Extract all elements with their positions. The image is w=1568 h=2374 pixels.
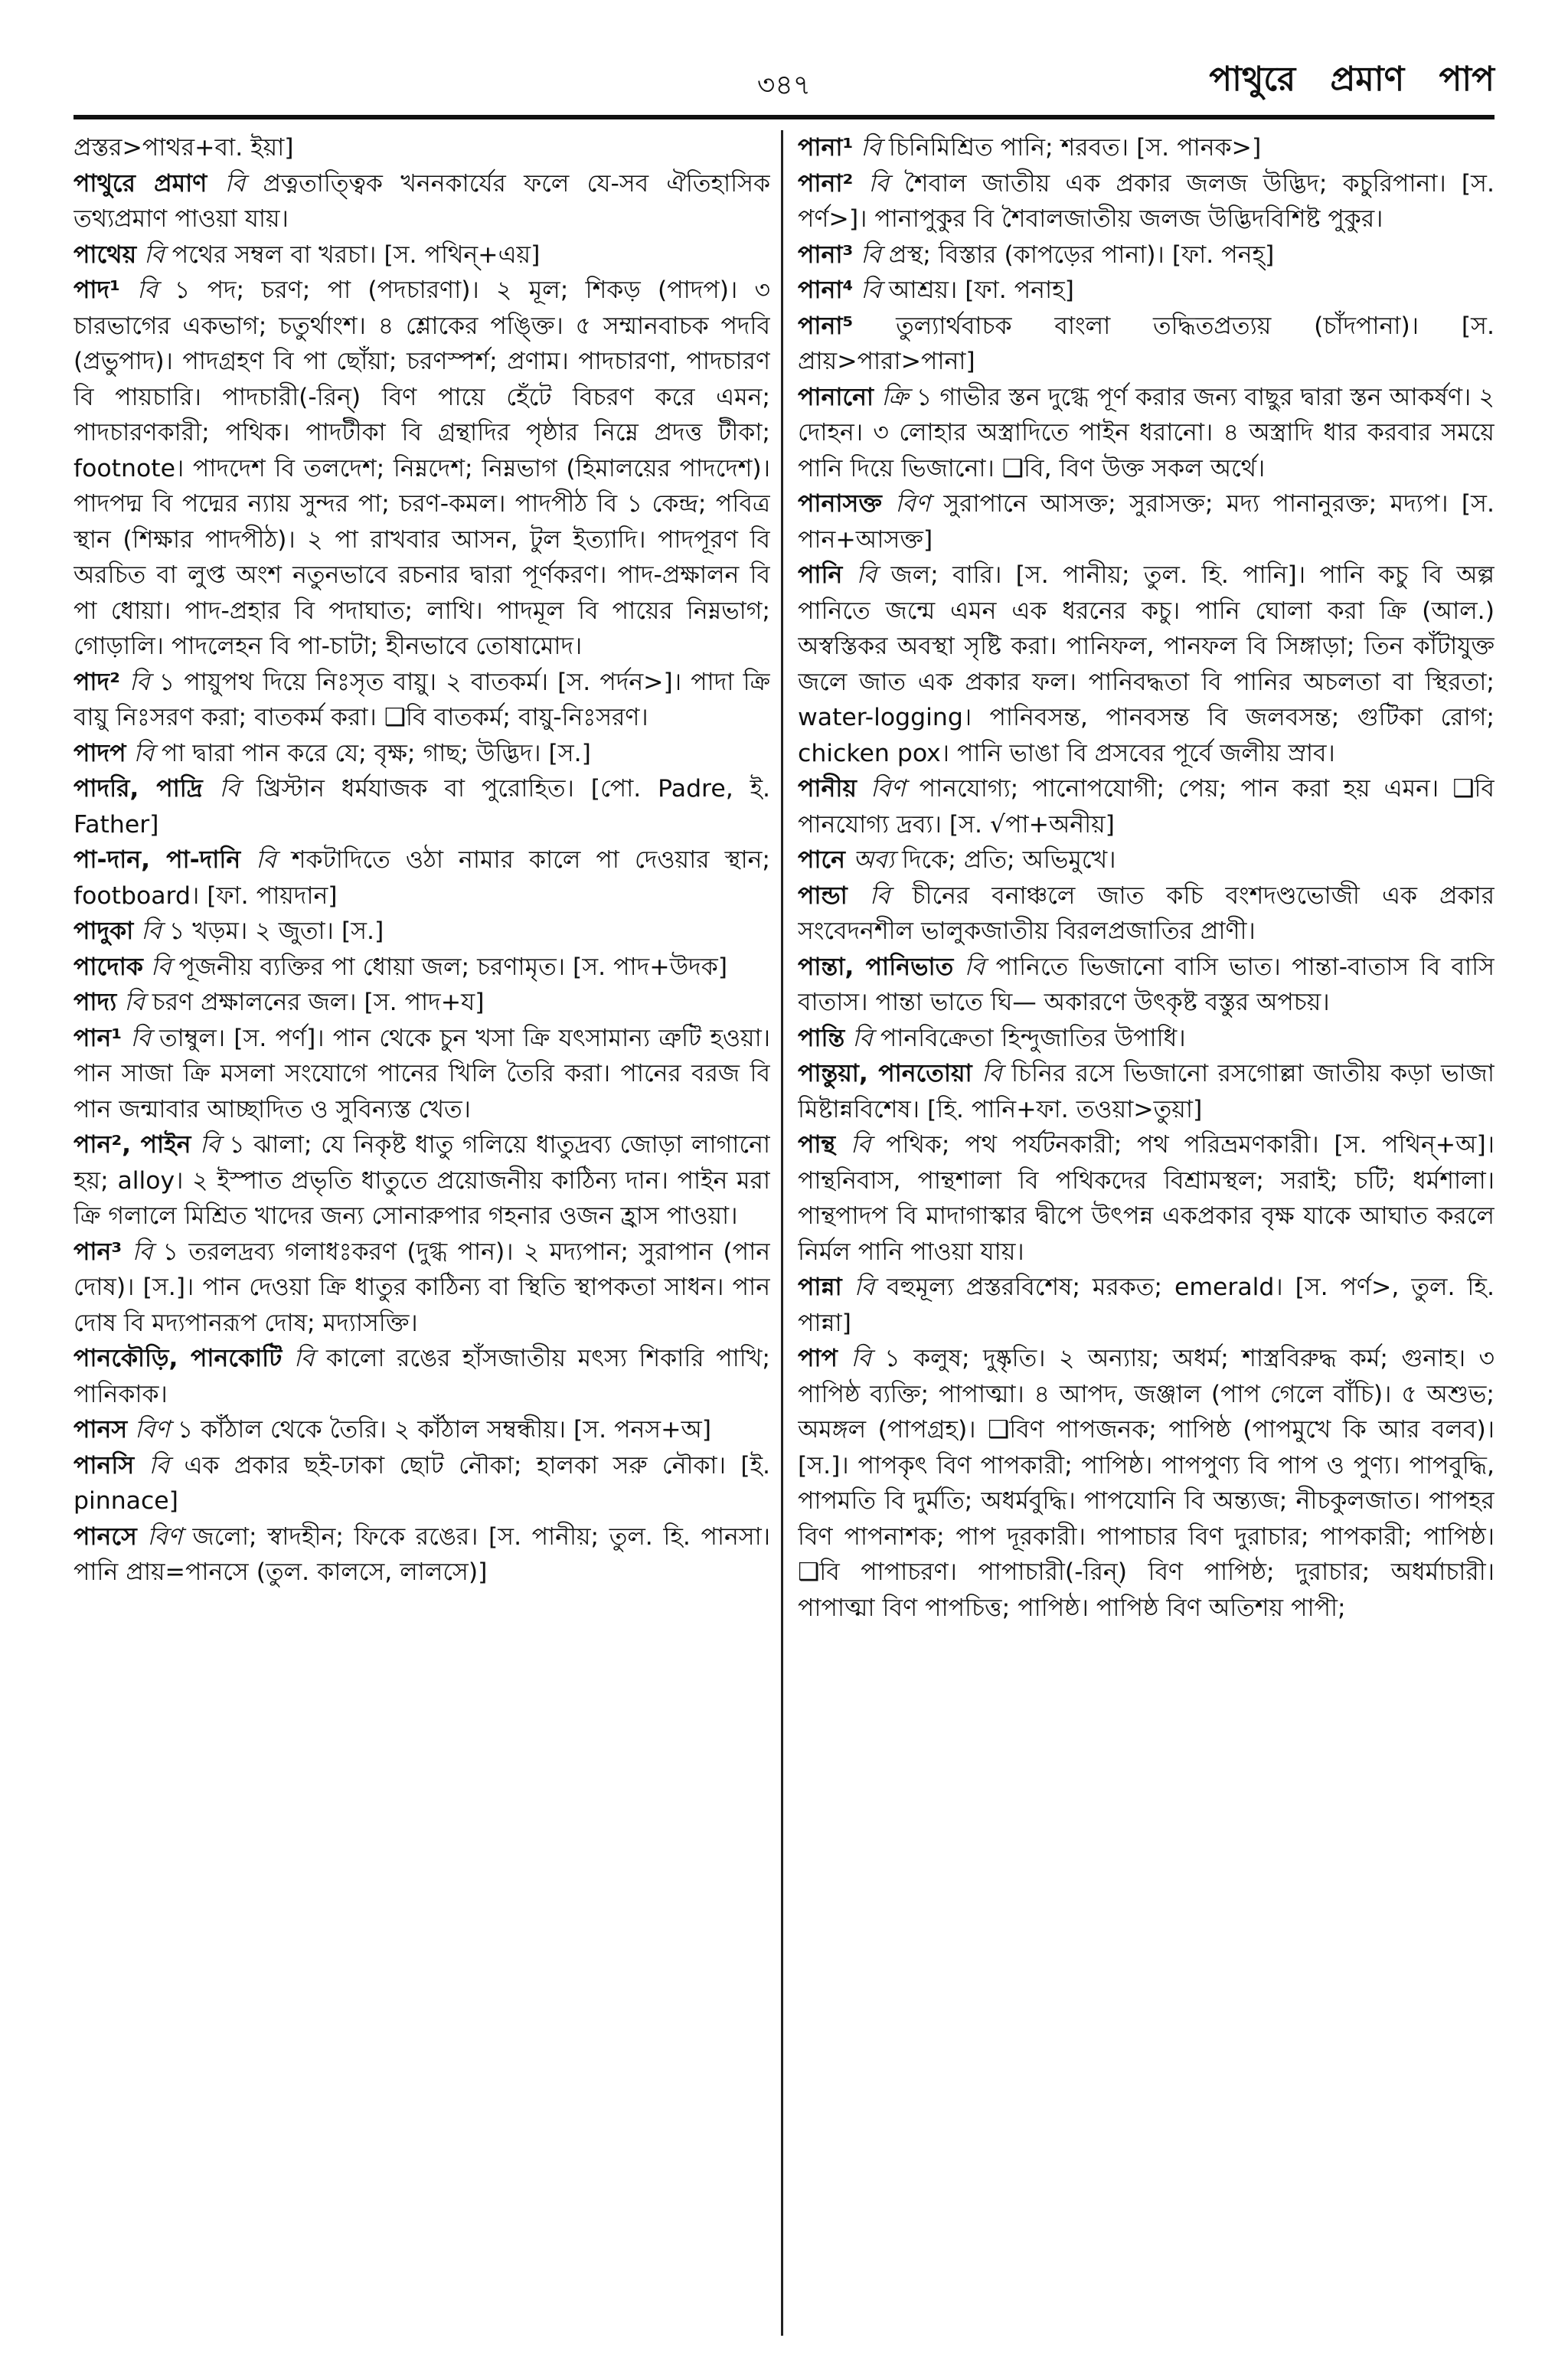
part-of-speech: বিণ xyxy=(135,1416,170,1444)
dictionary-entry xyxy=(798,130,1494,166)
definition-text: আশ্রয়। [ফা. পনাহ] xyxy=(888,276,1074,304)
headword: পান², পাইন xyxy=(74,1131,191,1159)
dictionary-entry xyxy=(74,1341,770,1412)
page-number: ৩৪৭ xyxy=(756,70,812,101)
definition-text: এক প্রকার ছই-ঢাকা ছোট নৌকা; হালকা সরু নৌকা। [ই. pinnace] xyxy=(74,1451,770,1515)
definition-text: পথের সম্বল বা খরচা। [স. পথিন্+এয়] xyxy=(172,240,541,269)
part-of-speech: বি xyxy=(137,276,158,304)
dictionary-entry xyxy=(798,842,1494,878)
dictionary-entry xyxy=(798,1270,1494,1341)
definition-text: পানবিক্রেতা হিন্দুজাতির উপাধি। xyxy=(880,1024,1186,1052)
headword: পান³ xyxy=(74,1238,122,1266)
dictionary-entry xyxy=(74,1448,770,1519)
part-of-speech: বি xyxy=(132,1238,153,1266)
dictionary-entry xyxy=(798,558,1494,771)
part-of-speech: বি xyxy=(141,917,162,945)
part-of-speech: বিণ xyxy=(147,1522,182,1551)
part-of-speech: বি xyxy=(851,1345,871,1372)
part-of-speech: বি xyxy=(861,240,881,269)
right-column xyxy=(798,130,1494,2336)
definition-text: প্রত্নতাত্ত্বিক খননকার্যের ফলে যে-সব ঐতিহাসিক তথ্যপ্রমাণ পাওয়া যায়। xyxy=(74,169,770,233)
part-of-speech: বি xyxy=(861,134,881,162)
part-of-speech: বি xyxy=(852,1024,873,1052)
definition-text: তুল্যার্থবাচক বাংলা তদ্ধিতপ্রত্যয় (চাঁদপানা)। [স. প্রায়>পারা>পানা] xyxy=(798,312,1494,375)
headword: পানস xyxy=(74,1416,128,1444)
definition-text: ১ কাঁঠাল থেকে তৈরি। ২ কাঁঠাল সম্বন্ধীয়। [স. পনস+অ] xyxy=(177,1416,712,1444)
part-of-speech: বি xyxy=(256,846,276,874)
definition-text: ১ পায়ুপথ দিয়ে নিঃসৃত বায়ু। ২ বাতকর্ম। [স. পর্দন>]। পাদা ক্রি বায়ু নিঃসরণ করা; বাতকর্ম করা। ❑বি বাতকর্ম; বায়ু-নিঃসরণ। xyxy=(74,668,770,731)
headword: পা-দান, পা-দানি xyxy=(74,846,241,874)
dictionary-entry xyxy=(74,1412,770,1448)
definition-text: শৈবাল জাতীয় এক প্রকার জলজ উদ্ভিদ; কচুরিপানা। [স. পর্ণ>]। পানাপুকুর বি শৈবালজাতীয় জলজ উদ্ভিদবিশিষ্ট পুকুর। xyxy=(798,169,1494,233)
dictionary-entry xyxy=(798,878,1494,950)
headword: পাপ xyxy=(798,1345,838,1372)
part-of-speech: বি xyxy=(150,953,172,981)
definition-text: ১ ঝালা; যে নিকৃষ্ট ধাতু গলিয়ে ধাতুদ্রব্য জোড়া লাগানো হয়; alloy। ২ ইস্পাত প্রভৃতি ধাতুতে প্রয়োজনীয় কাঠিন্য দান। পাইন মরা ক্রি গলালে মিশ্রিত খাদের জন্য সোনারুপার গহনার ওজন হ্রাস পাওয়া। xyxy=(74,1131,770,1230)
dictionary-entry xyxy=(74,273,770,665)
dictionary-entry xyxy=(74,665,770,736)
definition-text: প্রস্থ; বিস্তার (কাপড়ের পানা)। [ফা. পনহ্] xyxy=(888,240,1275,269)
part-of-speech: বি xyxy=(219,775,240,803)
part-of-speech: বি xyxy=(124,989,145,1016)
dictionary-entry xyxy=(74,1127,770,1234)
part-of-speech: বি xyxy=(200,1131,220,1159)
part-of-speech: বি xyxy=(850,1131,871,1159)
part-of-speech: বি xyxy=(861,276,881,304)
definition-text: তাম্বুল। [স. পর্ণ]। পান থেকে চুন খসা ক্রি যৎসামান্য ত্রুটি হওয়া। পান সাজা ক্রি মসলা সংযোগে পানের খিলি তৈরি করা। পানের বরজ বি পান জন্মাবার আচ্ছাদিত ও সুবিন্যস্ত খেত। xyxy=(74,1024,770,1123)
headword: পান¹ xyxy=(74,1024,122,1052)
left-column xyxy=(74,130,770,2336)
dictionary-entry xyxy=(74,130,770,166)
headword: পান্তা, পানিভাত xyxy=(798,953,954,981)
headword: পাদোক xyxy=(74,953,143,981)
part-of-speech: বি xyxy=(133,739,155,767)
definition-text: ১ গাভীর স্তন দুগ্ধে পূর্ণ করার জন্য বাছুর দ্বারা স্তন আকর্ষণ। ২ দোহন। ৩ লোহার অস্ত্রাদিতে পাইন ধরানো। ৪ অস্ত্রাদি ধার করবার সময়ে পানি দিয়ে ভিজানো। ❑বি, বিণ উক্ত সকল অর্থে। xyxy=(798,383,1494,482)
headword: পানাসক্ত xyxy=(798,490,882,518)
dictionary-entry xyxy=(798,380,1494,487)
definition-text: পা দ্বারা পান করে যে; বৃক্ষ; গাছ; উদ্ভিদ। [স.] xyxy=(162,739,591,767)
dictionary-entry xyxy=(74,1519,770,1591)
part-of-speech: বিণ xyxy=(870,775,906,803)
part-of-speech: বি xyxy=(149,1451,170,1480)
definition-text: পানযোগ্য; পানোপযোগী; পেয়; পান করা হয় এমন। ❑বি পানযোগ্য দ্রব্য। [স. √পা+অনীয়] xyxy=(798,775,1494,839)
dictionary-entry xyxy=(74,736,770,772)
headword: পাথুরে প্রমাণ xyxy=(74,169,207,198)
dictionary-entry xyxy=(798,1021,1494,1057)
column-divider xyxy=(781,130,783,2336)
dictionary-entry xyxy=(74,166,770,237)
dictionary-entry xyxy=(74,914,770,950)
part-of-speech: বি xyxy=(130,1024,151,1052)
definition-text: প্রস্তর>পাথর+বা. ইয়া] xyxy=(74,134,294,162)
part-of-speech: বিণ xyxy=(895,490,930,518)
headword: পানা⁵ xyxy=(798,312,854,340)
part-of-speech: বি xyxy=(964,953,985,981)
definition-text: বহুমূল্য প্রস্তরবিশেষ; মরকত; emerald। [স. পর্ণ>, তুল. হি. পান্না] xyxy=(798,1274,1494,1337)
headword: পান্থ xyxy=(798,1131,836,1159)
headword: পানীয় xyxy=(798,775,857,803)
definition-text: ১ পদ; চরণ; পা (পদচারণা)। ২ মূল; শিকড় (পাদপ)। ৩ চারভাগের একভাগ; চতুর্থাংশ। ৪ শ্লোকের পঙ্ক্তি। ৫ সম্মানবাচক পদবি (প্রভুপাদ)। পাদগ্রহণ বি পা ছোঁয়া; চরণস্পর্শ; প্রণাম। পাদচারণা, পাদচারণ বি পায়চারি। পাদচারী(-রিন্) বিণ পায়ে হেঁটে বিচরণ করে এমন; পাদচারণকারী; পথিক। পাদটীকা বি গ্রন্থাদির পৃষ্ঠার নিম্নে প্রদত্ত টীকা; footnote। পাদদেশ বি তলদেশ; নিম্নদেশ; নিম্নভাগ (হিমালয়ের পাদদেশ)। পাদপদ্ম বি পদ্মের ন্যায় সুন্দর পা; চরণ-কমল। পাদপীঠ বি ১ কেন্দ্র; পবিত্র স্থান (শিক্ষার পাদপীঠ)। ২ পা রাখবার আসন, টুল ইত্যাদি। পাদপূরণ বি অরচিত বা লুপ্ত অংশ নতুনভাবে রচনার দ্বারা পূর্ণকরণ। পাদ-প্রক্ষালন বি পা ধোয়া। পাদ-প্রহার বি পদাঘাত; লাথি। পাদমূল বি পায়ের নিম্নভাগ; গোড়ালি। পাদলেহন বি পা-চাটা; হীনভাবে তোষামোদ। xyxy=(74,276,770,660)
header-rule xyxy=(74,115,1494,119)
part-of-speech: বি xyxy=(144,240,165,269)
definition-text: জল; বারি। [স. পানীয়; তুল. হি. পানি]। পানি কচু বি অল্প পানিতে জন্মে এমন এক ধরনের কচু। পানি ঘোলা করা ক্রি (আল.) অস্বস্তিকর অবস্থা সৃষ্টি করা। পানিফল, পানফল বি সিঙ্গাড়া; তিন কাঁটাযুক্ত জলে জাত এক প্রকার ফল। পানিবদ্ধতা বি পানির অচলতা বা স্থিরতা; water-logging। পানিবসন্ত, পানবসন্ত বি জলবসন্ত; গুটিকা রোগ; chicken pox। পানি ভাঙা বি প্রসবের পূর্বে জলীয় স্রাব। xyxy=(798,561,1494,767)
headword: পানানো xyxy=(798,383,874,411)
guide-words: পাথুরে প্রমাণ পাপ xyxy=(1209,60,1494,99)
headword: পানা³ xyxy=(798,240,854,269)
definition-text: শকটাদিতে ওঠা নামার কালে পা দেওয়ার স্থান; footboard। [ফা. পায়দান] xyxy=(74,846,770,910)
headword: পানসে xyxy=(74,1522,137,1551)
part-of-speech: বি xyxy=(224,169,246,198)
dictionary-entry xyxy=(74,237,770,273)
part-of-speech: বি xyxy=(293,1345,315,1372)
headword: পান্ডা xyxy=(798,881,848,910)
definition-text: ১ কলুষ; দুষ্কৃতি। ২ অন্যায়; অধর্ম; শাস্ত্রবিরুদ্ধ কর্ম; গুনাহ। ৩ পাপিষ্ঠ ব্যক্তি; পাপাত্মা। ৪ আপদ, জঞ্জাল (পাপ গেলে বাঁচি)। ৫ অশুভ; অমঙ্গল (পাপগ্রহ)। ❑বিণ পাপজনক; পাপিষ্ঠ (পাপমুখে কি আর বলব)। [স.]। পাপকৃৎ বিণ পাপকারী; পাপিষ্ঠ। পাপপুণ্য বি পাপ ও পুণ্য। পাপবুদ্ধি, পাপমতি বি দুর্মতি; অধর্মবুদ্ধি। পাপযোনি বি অন্ত্যজ; নীচকুলজাত। পাপহর বিণ পাপনাশক; পাপ দূরকারী। পাপাচার বিণ দুরাচার; পাপকারী; পাপিষ্ঠ। ❑বি পাপাচরণ। পাপাচারী(-রিন্) বিণ পাপিষ্ঠ; দুরাচার; অধর্মাচারী। পাপাত্মা বিণ পাপচিত্ত; পাপিষ্ঠ। পাপিষ্ঠ বিণ অতিশয় পাপী; xyxy=(798,1345,1494,1622)
part-of-speech: বি xyxy=(982,1060,1002,1087)
dictionary-entry xyxy=(74,842,770,914)
definition-text: কালো রঙের হাঁসজাতীয় মৎস্য শিকারি পাখি; পানিকাক। xyxy=(74,1345,770,1408)
definition-text: চিনির রসে ভিজানো রসগোল্লা জাতীয় কড়া ভাজা মিষ্টান্নবিশেষ। [হি. পানি+ফা. তওয়া>তুয়া] xyxy=(798,1060,1494,1123)
part-of-speech: বি xyxy=(868,169,889,198)
part-of-speech: ক্রি xyxy=(881,383,909,411)
headword: পাদুকা xyxy=(74,917,134,945)
part-of-speech: বি xyxy=(854,1274,875,1301)
definition-text: সুরাপানে আসক্ত; সুরাসক্ত; মদ্য পানানুরক্ত; মদ্যপ। [স. পান+আসক্ত] xyxy=(798,490,1494,554)
dictionary-entry xyxy=(798,486,1494,558)
dictionary-entry xyxy=(798,1341,1494,1626)
definition-text: দিকে; প্রতি; অভিমুখে। xyxy=(901,846,1116,874)
dictionary-entry xyxy=(798,1056,1494,1127)
dictionary-columns xyxy=(74,130,1494,2336)
dictionary-entry xyxy=(798,166,1494,237)
dictionary-entry xyxy=(74,950,770,986)
dictionary-entry xyxy=(798,237,1494,273)
dictionary-entry xyxy=(798,1127,1494,1270)
definition-text: পথিক; পথ পর্যটনকারী; পথ পরিভ্রমণকারী। [স. পথিন্+অ]। পান্থনিবাস, পান্থশালা বি পথিকদের বিশ্রামস্থল; সরাই; চটি; ধর্মশালা। পান্থপাদপ বি মাদাগাস্কার দ্বীপে উৎপন্ন একপ্রকার বৃক্ষ যাকে আঘাত করলে নির্মল পানি পাওয়া যায়। xyxy=(798,1131,1494,1266)
headword: পানি xyxy=(798,561,843,589)
definition-text: ১ খড়ম। ২ জুতা। [স.] xyxy=(168,917,384,945)
part-of-speech: বি xyxy=(129,668,150,696)
headword: পানা² xyxy=(798,169,854,198)
headword: পানা⁴ xyxy=(798,276,854,304)
definition-text: পূজনীয় ব্যক্তির পা ধোয়া জল; চরণামৃত। [স. পাদ+উদক] xyxy=(178,953,728,981)
dictionary-entry xyxy=(798,950,1494,1021)
definition-text: চিনিমিশ্রিত পানি; শরবত। [স. পানক>] xyxy=(888,134,1262,162)
dictionary-entry xyxy=(74,1021,770,1128)
dictionary-entry xyxy=(74,771,770,842)
headword: পানসি xyxy=(74,1451,135,1480)
definition-text: চরণ প্রক্ষালনের জল। [স. পাদ+য] xyxy=(152,989,485,1016)
headword: পান্তি xyxy=(798,1024,845,1052)
headword: পান্তুয়া, পানতোয়া xyxy=(798,1060,972,1087)
headword: পাদরি, পাদ্রি xyxy=(74,775,203,803)
headword: পান্না xyxy=(798,1274,842,1301)
dictionary-entry xyxy=(798,273,1494,309)
dictionary-entry xyxy=(798,771,1494,842)
definition-text: পানিতে ভিজানো বাসি ভাত। পান্তা-বাতাস বি বাসি বাতাস। পান্তা ভাতে ঘি— অকারণে উৎকৃষ্ট বস্তুর অপচয়। xyxy=(798,953,1494,1016)
dictionary-entry xyxy=(74,985,770,1021)
headword: পানা¹ xyxy=(798,134,854,162)
part-of-speech: বি xyxy=(869,881,890,910)
headword: পাদ¹ xyxy=(74,276,120,304)
definition-text: খ্রিস্টান ধর্মযাজক বা পুরোহিত। [পো. Padre, ই. Father] xyxy=(74,775,770,839)
headword: পানকৌড়ি, পানকোটি xyxy=(74,1345,283,1372)
definition-text: চীনের বনাঞ্চলে জাত কচি বংশদণ্ডভোজী এক প্রকার সংবেদনশীল ভালুকজাতীয় বিরলপ্রজাতির প্রাণী। xyxy=(798,881,1494,945)
headword: পানে xyxy=(798,846,845,874)
headword: পাদ² xyxy=(74,668,120,696)
headword: পাদপ xyxy=(74,739,126,767)
part-of-speech: বি xyxy=(856,561,877,589)
definition-text: ১ তরলদ্রব্য গলাধঃকরণ (দুগ্ধ পান)। ২ মদ্যপান; সুরাপান (পান দোষ)। [স.]। পান দেওয়া ক্রি ধাতুর কাঠিন্য বা স্থিতি স্থাপকতা সাধন। পান দোষ বি মদ্যপানরূপ দোষ; মদ্যাসক্তি। xyxy=(74,1238,770,1337)
part-of-speech: অব্য xyxy=(853,846,894,874)
definition-text: জলো; স্বাদহীন; ফিকে রঙের। [স. পানীয়; তুল. হি. পানসা। পানি প্রায়=পানসে (তুল. কালসে, লালসে)] xyxy=(74,1522,770,1586)
headword: পাথেয় xyxy=(74,240,137,269)
dictionary-entry xyxy=(74,1234,770,1342)
dictionary-entry xyxy=(798,309,1494,380)
headword: পাদ্য xyxy=(74,989,117,1016)
